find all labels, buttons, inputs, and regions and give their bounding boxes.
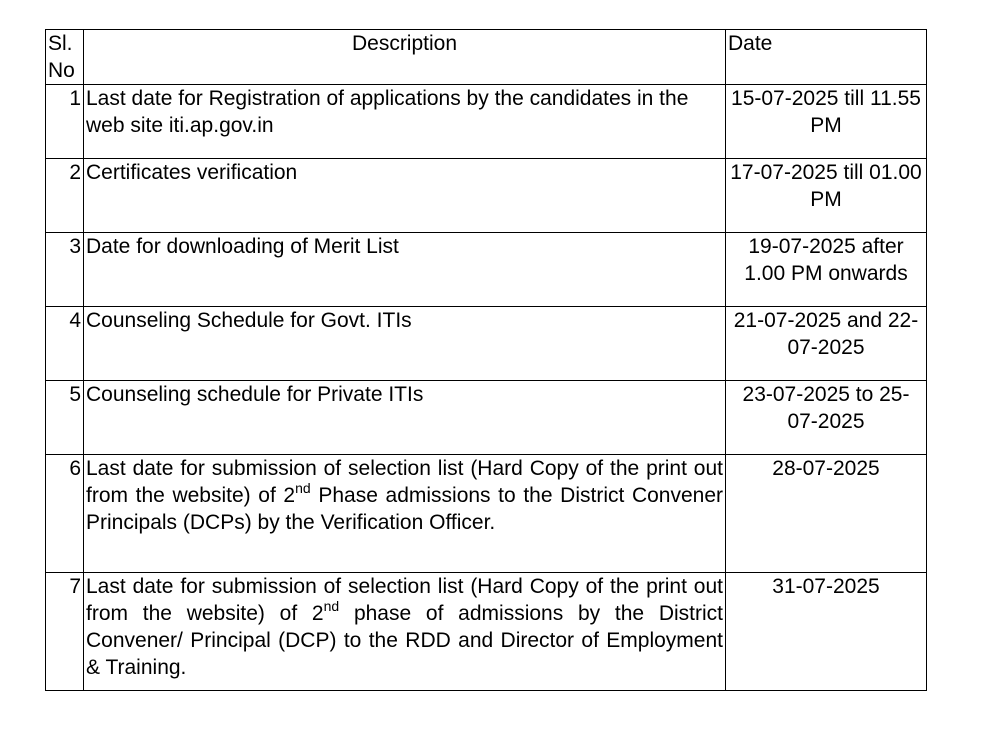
row-description	[84, 455, 726, 573]
description-text: Last date for submission of selection list (Hard Copy of the print out from the website) of 2	[86, 457, 723, 507]
row-description: Last date for Registration of applications by the candidates in the web site iti.ap.gov.in	[84, 85, 726, 159]
row-sl-no: 7	[46, 573, 84, 691]
row-description: Counseling Schedule for Govt. ITIs	[84, 307, 726, 381]
header-date: Date	[726, 30, 927, 85]
row-date: 28-07-2025	[726, 455, 927, 573]
row-description: Date for downloading of Merit List	[84, 233, 726, 307]
header-description: Description	[84, 30, 726, 85]
row-sl-no: 2	[46, 159, 84, 233]
row-sl-no: 4	[46, 307, 84, 381]
row-date: 17-07-2025 till 01.00 PM	[726, 159, 927, 233]
row-sl-no: 6	[46, 455, 84, 573]
table-row	[46, 307, 927, 381]
row-date: 31-07-2025	[726, 573, 927, 691]
row-date: 23-07-2025 to 25-07-2025	[726, 381, 927, 455]
table-row	[46, 381, 927, 455]
row-date: 19-07-2025 after 1.00 PM onwards	[726, 233, 927, 307]
ordinal-suffix: nd	[295, 480, 311, 496]
table-row	[46, 159, 927, 233]
table-row	[46, 455, 927, 573]
row-sl-no: 1	[46, 85, 84, 159]
table-row	[46, 573, 927, 691]
row-description: Counseling schedule for Private ITIs	[84, 381, 726, 455]
header-sl-no: Sl. No	[46, 30, 84, 85]
row-description	[84, 573, 726, 691]
table-row	[46, 85, 927, 159]
row-description: Certificates verification	[84, 159, 726, 233]
table-row	[46, 233, 927, 307]
description-text: Phase admissions to the District Convener Principals (DCPs) by the Verification Officer.	[86, 484, 724, 534]
row-sl-no: 5	[46, 381, 84, 455]
row-sl-no: 3	[46, 233, 84, 307]
description-text: Last date for submission of selection list (Hard Copy of the print out from the website) of 2	[86, 575, 723, 625]
row-date: 21-07-2025 and 22-07-2025	[726, 307, 927, 381]
header-row	[46, 30, 927, 85]
ordinal-suffix: nd	[323, 598, 340, 614]
row-date: 15-07-2025 till 11.55 PM	[726, 85, 927, 159]
schedule-table	[45, 29, 927, 691]
description-text: phase of admissions by the District Convener/ Principal (DCP) to the RDD and Director of Employment & Training.	[86, 602, 724, 679]
